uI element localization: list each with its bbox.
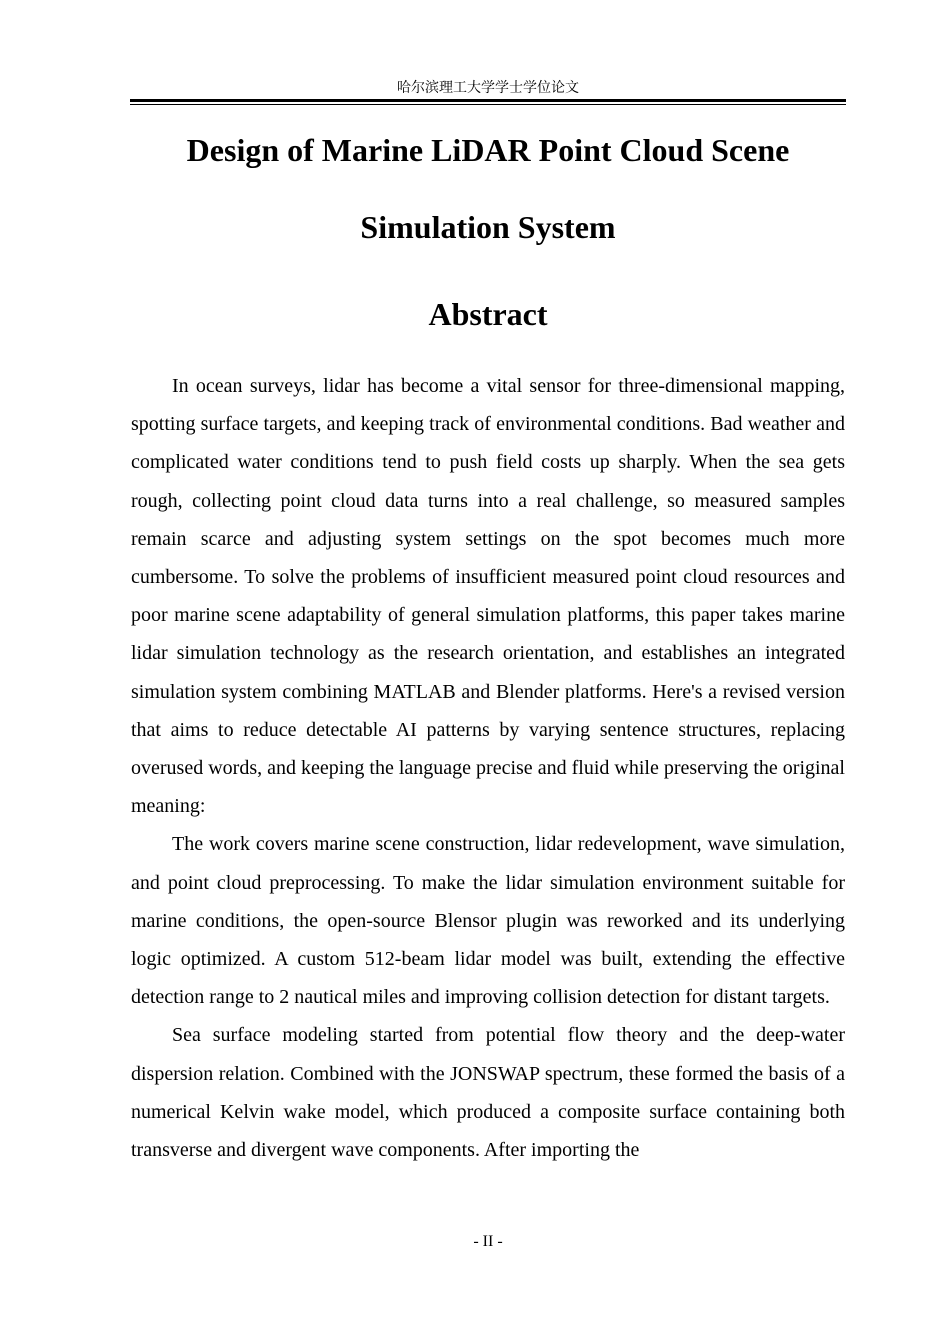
running-header: 哈尔滨理工大学学士学位论文 [397, 80, 579, 96]
abstract-paragraph-1: In ocean surveys, lidar has become a vital sensor for three-dimensional mapping, spotting surface targets, and keeping track of environmental conditions. Bad weather and complicated water conditions tend to push field costs up sharply. When the sea gets rough, collecting point cloud data turns into a real challenge, so measured samples remain scarce and adjusting system settings on the spot becomes much more cumbersome. To solve the problems of insufficient measured point cloud resources and poor marine scene adaptability of general simulation platforms, this paper takes marine lidar simulation technology as the research orientation, and establishes an integrated simulation system combining MATLAB and Blender platforms. Here's a revised version that aims to reduce detectable AI patterns by varying sentence structures, replacing overused words, and keeping the language precise and fluid while preserving the original meaning: [131, 375, 845, 818]
abstract-paragraph-2: The work covers marine scene construction, lidar redevelopment, wave simulation, and point cloud preprocessing. To make the lidar simulation environment suitable for marine conditions, the open-source Blensor plugin was reworked and its underlying logic optimized. A custom 512-beam lidar model was built, extending the effective detection range to 2 nautical miles and improving collision detection for distant targets. [131, 833, 845, 1009]
abstract-paragraph-3: Sea surface modeling started from potential flow theory and the deep-water dispersion relation. Combined with the JONSWAP spectrum, these formed the basis of a numerical Kelvin wake model, which produced a composite surface containing both transverse and divergent wave components. After importing the [131, 1024, 845, 1162]
abstract-body [131, 367, 845, 1169]
header-rule-thin [130, 104, 846, 105]
abstract-heading: Abstract [428, 296, 548, 332]
header-rule-thick [130, 99, 846, 102]
page-number: - II - [473, 1233, 503, 1250]
thesis-title-line-1: Design of Marine LiDAR Point Cloud Scene [186, 132, 790, 168]
thesis-title-line-2: Simulation System [360, 209, 616, 245]
